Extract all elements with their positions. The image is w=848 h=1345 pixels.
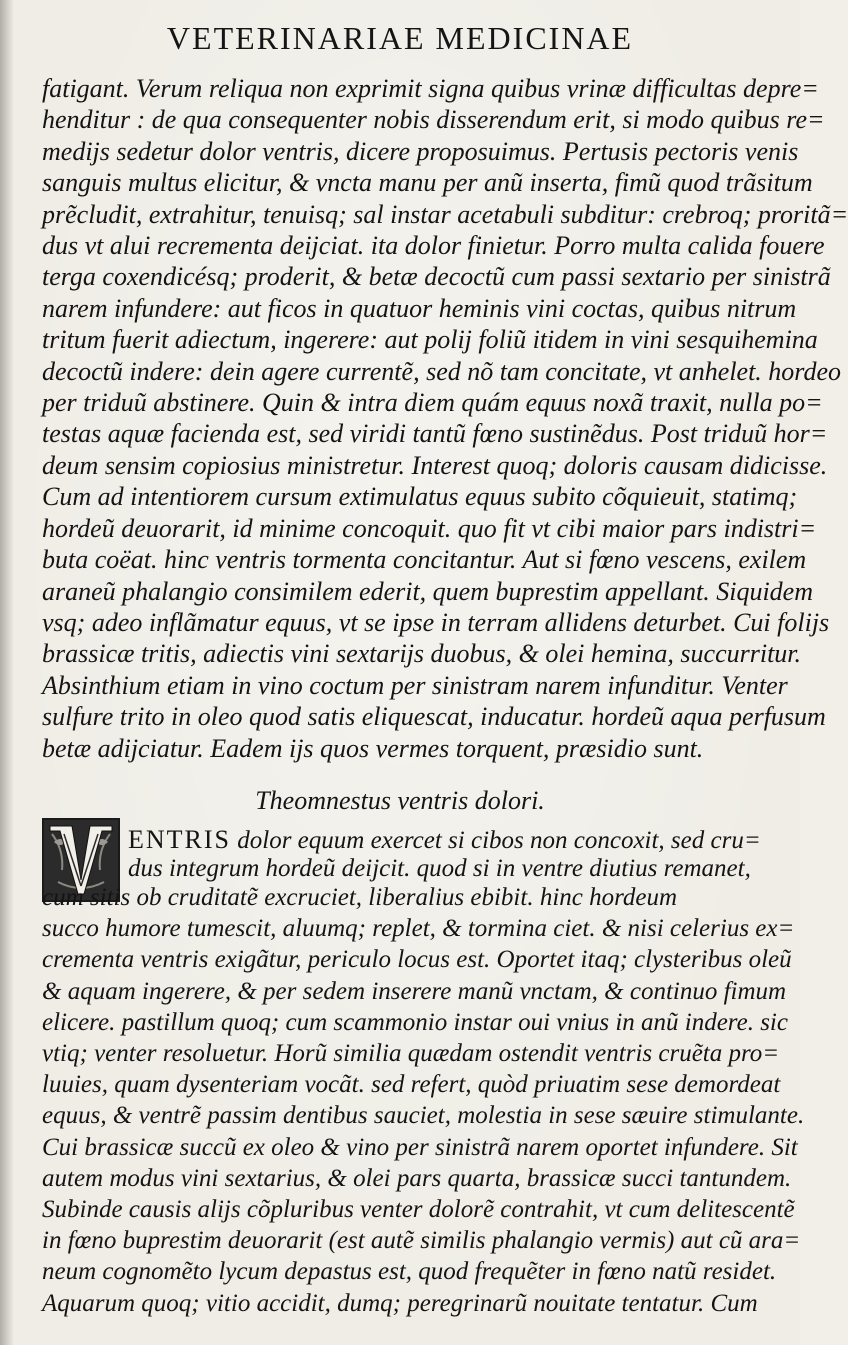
text-line: neum cognomẽto lycum depastus est, quod frequẽter in fœno natũ residet.	[42, 1258, 777, 1286]
text-line: sanguis multus elicitur, & vncta manu per anũ inserta, fimũ quod trãsitum	[42, 168, 813, 198]
text-line: testas aquæ facienda est, sed viridi tantũ fœno sustinẽdus. Post triduũ hor=	[42, 419, 828, 449]
opening-rest: dolor equum exercet si cibos non concoxit, sed cru=	[237, 827, 761, 854]
text-line: henditur : de qua consequenter nobis disserendum erit, si modo quibus re=	[42, 105, 825, 135]
text-line: equus, & ventrẽ passim dentibus sauciet, molestia in sese sæuire stimulante.	[42, 1102, 805, 1130]
text-line: Subinde causis alijs cõpluribus venter dolorẽ contrahit, vt cum delitescentẽ	[42, 1196, 795, 1224]
text-line: betæ adijciatur. Eadem ijs quos vermes torquent, præsidio sunt.	[42, 733, 704, 763]
text-line: vsq; adeo inflãmatur equus, vt se ipse in terram allidens deturbet. Cui folijs	[42, 607, 830, 637]
text-line: deum sensim copiosius ministretur. Interest quoq; doloris causam didicisse.	[42, 450, 828, 480]
text-line: brassicæ tritis, adiectis vini sextarijs duobus, & olei hemina, succurritur.	[42, 639, 802, 669]
text-line: tritum fuerit adiectum, ingerere: aut polij foliũ itidem in vini sesquihemina	[42, 325, 818, 355]
text-line: Cum ad intentiorem cursum extimulatus equus subito cõquieuit, statimq;	[42, 482, 798, 512]
text-line: araneũ phalangio consimilem ederit, quem buprestim appellant. Siquidem	[42, 576, 813, 606]
text-line: dus vt alui recrementa deijciat. ita dolor finietur. Porro multa calida fouere	[42, 231, 825, 261]
text-line: per triduũ abstinere. Quin & intra diem quám equus noxã traxit, nulla po=	[42, 388, 823, 418]
text-line: Aquarum quoq; vitio accidit, dumq; peregrinarũ nouitate tentatur. Cum	[42, 1289, 758, 1317]
page-gutter-shadow	[0, 0, 14, 1345]
opening-line	[128, 826, 768, 855]
text-line: autem modus vini sextarius, & olei pars quarta, brassicæ succi tantundem.	[42, 1164, 792, 1192]
paragraph-block-1	[42, 73, 848, 764]
running-header: VETERINARIAE MEDICINAE	[166, 20, 634, 56]
text-line: cum sitis ob cruditatẽ excruciet, liberalius ebibit. hinc hordeum	[42, 884, 678, 911]
text-line: terga coxendicésq; proderit, & betæ decoctũ cum passi sextario per sinistrã	[42, 262, 831, 292]
text-line: hordeũ deuorarit, id minime concoquit. quo fit vt cibi maior pars indistri=	[42, 513, 817, 543]
section-heading: Theomnestus ventris dolori.	[255, 786, 545, 815]
text-line: in fœno buprestim deuorarit (est autẽ similis phalangio vermis) aut cũ ara=	[42, 1227, 801, 1255]
text-line: narem infundere: aut ficos in quatuor heminis vini coctas, quibus nitrum	[42, 293, 797, 323]
text-line: dus integrum hordeũ deijcit. quod si in ventre diutius remanet,	[128, 855, 751, 882]
text-line: Absinthium etiam in vino coctum per sinistram narem infunditur. Venter	[42, 670, 788, 700]
text-line: fatigant. Verum reliqua non exprimit signa quibus vrinæ difficultas depre=	[42, 74, 819, 103]
opening-caps: ENTRIS	[128, 825, 231, 854]
text-line: & aquam ingerere, & per sedem inserere manũ vnctam, & continuo fimum	[42, 977, 787, 1005]
text-line: sulfure trito in oleo quod satis eliquescat, inducatur. hordeũ aqua perfusum	[42, 702, 826, 732]
text-line: medijs sedetur dolor ventris, dicere proposuimus. Pertusis pectoris venis	[42, 136, 799, 166]
paragraph-opening	[128, 826, 768, 883]
text-line: crementa ventris exigãtur, periculo locus est. Oportet itaq; clysteribus oleũ	[42, 946, 792, 974]
text-line: succo humore tumescit, aluumq; replet, & tormina ciet. & nisi celerius ex=	[42, 915, 795, 943]
text-line: decoctũ indere: dein agere currentẽ, sed nõ tam concitate, vt anhelet. hordeo	[42, 356, 842, 386]
text-line: vtiq; venter resoluetur. Horũ similia quædam ostendit ventris cruẽta pro=	[42, 1040, 780, 1068]
text-line: prẽcludit, extrahitur, tenuisq; sal instar acetabuli subditur: crebroq; proritã=	[42, 199, 848, 229]
text-line: buta coëat. hinc ventris tormenta concitantur. Aut si fœno vescens, exilem	[42, 545, 807, 575]
text-line: Cui brassicæ succũ ex oleo & vino per sinistrã narem oportet infundere. Sit	[42, 1133, 798, 1161]
text-line: luuies, quam dysenteriam vocãt. sed refert, quòd priuatim sese demordeat	[42, 1071, 781, 1099]
paragraph-block-2	[42, 882, 805, 1319]
text-line: elicere. pastillum quoq; cum scammonio instar oui vnius in anũ indere. sic	[42, 1008, 788, 1036]
